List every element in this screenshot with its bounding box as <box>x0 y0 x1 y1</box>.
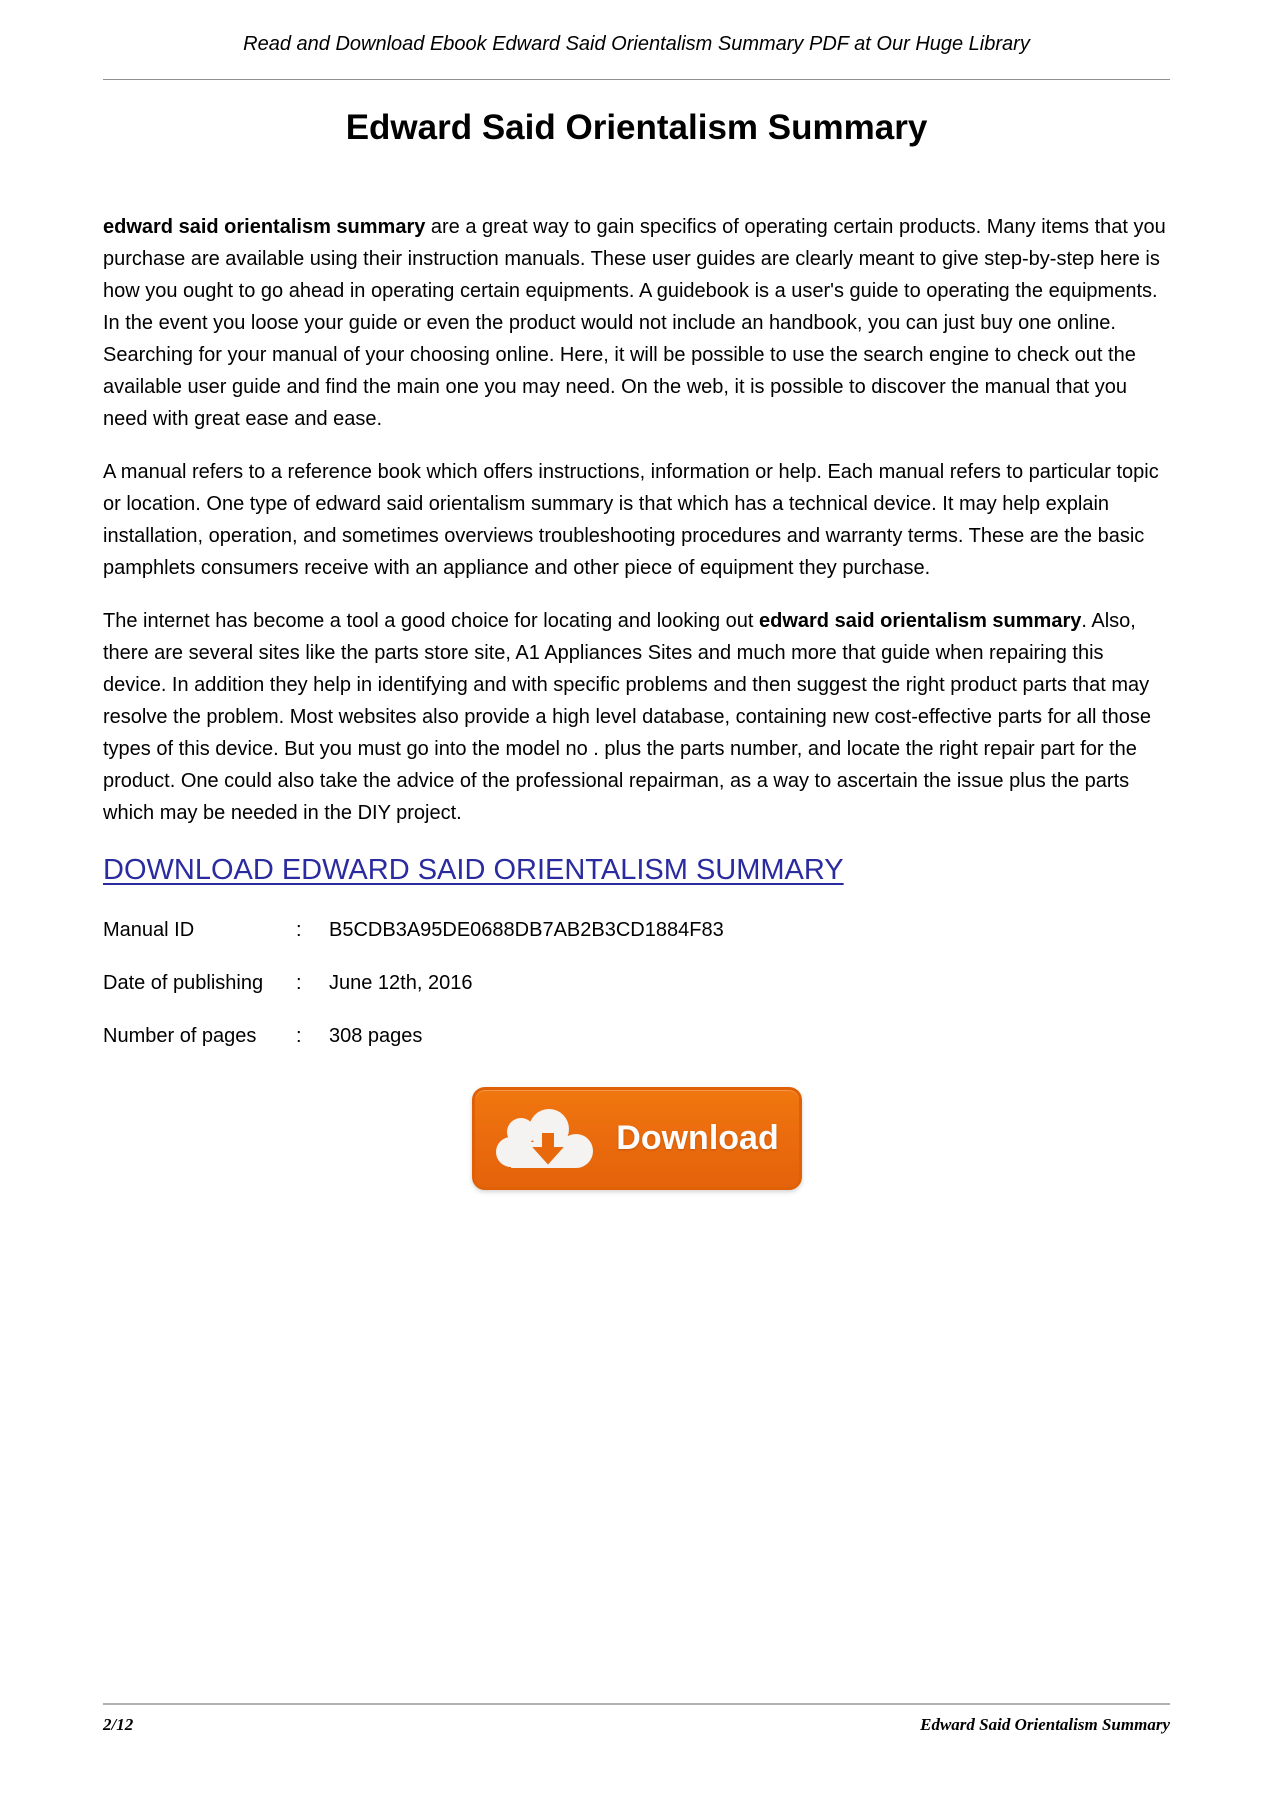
meta-row-publish-date <box>103 971 1170 1024</box>
meta-separator: : <box>296 919 302 941</box>
paragraph-3-text-b: . Also, there are several sites like the parts store site, A1 Appliances Sites and much more that guide when repairing this device. In addition they help in identifying and with specific problems and then suggest the right product parts that may resolve the problem. Most websites also provide a high level database, containing new cost-effective parts for all those types of this device. But you must go into the model no . plus the parts number, and locate the right repair part for the product. One could also take the advice of the professional repairman, as a way to ascertain the issue plus the parts which may be needed in the DIY project. <box>103 610 1151 824</box>
meta-label: Manual ID <box>103 919 195 941</box>
page-title: Edward Said Orientalism Summary <box>345 108 928 147</box>
meta-value-manual-id: B5CDB3A95DE0688DB7AB2B3CD1884F83 <box>329 919 724 941</box>
manual-metadata <box>103 918 1170 1077</box>
footer-page-indicator: 2/12 <box>103 1715 134 1734</box>
meta-label: Number of pages <box>103 1025 257 1047</box>
meta-value-page-count: 308 pages <box>329 1025 423 1047</box>
meta-separator: : <box>296 972 302 994</box>
paragraph-1-text: are a great way to gain specifics of operating certain products. Many items that you purchase are available using their instruction manuals. These user guides are clearly meant to give step-by-step here is how you ought to go ahead in operating certain equipments. A guidebook is a user's guide to operating the equipments. In the event you loose your guide or even the product would not include an handbook, you can just buy one online. Searching for your manual of your choosing online. Here, it will be possible to use the search engine to check out the available user guide and find the main one you may need. On the web, it is possible to discover the manual that you need with great ease and ease. <box>103 216 1166 430</box>
footer-divider <box>103 1703 1170 1705</box>
download-button-label: Download <box>616 1119 779 1157</box>
download-button[interactable] <box>472 1087 802 1190</box>
body-text <box>103 211 1170 829</box>
meta-label: Date of publishing <box>103 972 264 994</box>
page-header-note: Read and Download Ebook Edward Said Orientalism Summary PDF at Our Huge Library <box>243 33 1030 55</box>
cloud-download-icon <box>494 1106 598 1172</box>
paragraph-1-bold-lead: edward said orientalism summary <box>103 216 426 238</box>
paragraph-3 <box>103 605 1170 829</box>
meta-row-page-count <box>103 1024 1170 1077</box>
paragraph-2: A manual refers to a reference book which offers instructions, information or help. Each manual refers to particular topic or location. One type of edward said orientalism summary is that which has a technical device. It may help explain installation, operation, and sometimes overviews troubleshooting procedures and warranty terms. These are the basic pamphlets consumers receive with an appliance and other piece of equipment they purchase. <box>103 461 1159 579</box>
footer-document-title: Edward Said Orientalism Summary <box>920 1715 1170 1734</box>
paragraph-3-bold: edward said orientalism summary <box>759 610 1082 632</box>
meta-row-manual-id <box>103 918 1170 971</box>
meta-separator: : <box>296 1025 302 1047</box>
meta-value-publish-date: June 12th, 2016 <box>329 972 473 994</box>
paragraph-3-text-a: The internet has become a tool a good choice for locating and looking out <box>103 610 759 632</box>
paragraph-1 <box>103 211 1170 435</box>
page-footer <box>103 1703 1170 1735</box>
download-button-container <box>103 1087 1170 1190</box>
header-divider <box>103 79 1170 80</box>
download-text-link[interactable]: DOWNLOAD EDWARD SAID ORIENTALISM SUMMARY <box>103 854 844 886</box>
